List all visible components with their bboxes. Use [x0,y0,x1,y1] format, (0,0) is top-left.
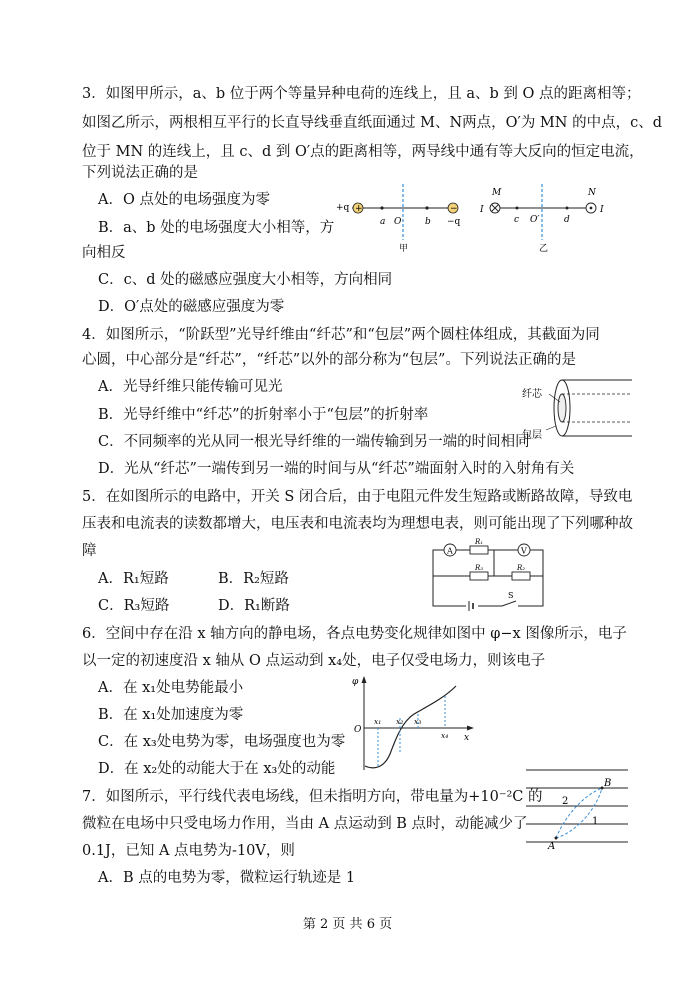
q4-option-c: C．不同频率的光从同一根光导纤维的一端传输到另一端的时间相同 [98,434,530,450]
q5-option-d: D．R₁断路 [218,598,290,614]
r3-label: R₃ [475,564,484,572]
r1-label: R₁ [475,538,484,546]
q6-line-2: 以一定的初速度沿 x 轴从 O 点运动到 x₄处，电子仅受电场力，则该电子 [82,653,546,669]
q3-option-a: A．O 点处的电场强度为零 [98,192,270,208]
origin-label: O [354,725,362,735]
x-axis-arrow-icon [467,726,474,731]
q7-line-2: 微粒在电场中只受电场力作用，当由 A 点运动到 B 点时，动能减少了 [82,816,528,832]
q3-line-4: 下列说法正确的是 [82,165,198,181]
resistor-r1 [470,546,488,554]
plus-sign-icon: + [355,204,363,214]
resistor-r2 [512,572,530,580]
q7-line-3: 0.1J，已知 A 点电势为-10V，则 [82,843,295,859]
point-M-label: M [492,188,502,198]
x3-label: x₃ [414,717,422,726]
q3-line-1: 3．如图甲所示，a、b 位于两个等量异种电荷的连线上，且 a、b 到 O 点的距离相等； [82,86,641,102]
q7-line-1: 7．如图所示，平行线代表电场线，但未指明方向，带电量为+10⁻²C 的 [82,789,543,805]
path-1-label: 1 [592,816,599,827]
caption-jia: 甲 [399,244,409,254]
phi-axis-label: φ [352,677,359,687]
path-2-label: 2 [562,796,569,807]
charge-minus-label: −q [447,217,461,227]
q5-line-1: 5．在如图所示的电路中，开关 S 闭合后，由于电阻元件发生短路或断路故障，导致电 [82,489,633,505]
q6-line-1: 6．空间中存在沿 x 轴方向的静电场，各点电势变化规律如图中 φ−x 图像所示，电子 [82,626,627,642]
figure-wires [480,182,610,252]
current-out-of-page-icon [590,207,593,210]
q3-option-b: B．a、b 处的电场强度大小相等，方 [98,220,335,236]
q6-option-a: A．在 x₁处电势能最小 [98,680,244,696]
q4-option-b: B．光导纤维中“纤芯”的折射率小于“包层”的折射率 [98,407,429,423]
point-d-label: d [564,215,570,225]
x4-label: x₄ [441,731,449,740]
point-A-label: A [548,841,556,852]
point-Oprime-label: O′ [530,215,540,225]
figure-charges [336,182,476,252]
point-O-label: O [394,217,402,227]
minus-sign-icon: − [450,204,458,214]
q4-line-2: 心圆，中心部分是“纤芯”，“纤芯”以外的部分称为“包层”。下列说法正确的是 [82,352,576,368]
y-axis-arrow-icon [362,676,367,683]
q5-line-3: 障 [82,543,97,559]
q3-option-c: C．c、d 处的磁感应强度大小相等，方向相同 [98,272,393,288]
q4-option-d: D．光从“纤芯”一端传到另一端的时间与从“纤芯”端面射入时的入射角有关 [98,461,575,477]
ammeter-label: A [447,546,453,556]
figure-circuit [432,538,552,610]
q6-option-d: D．在 x₂处的动能大于在 x₃处的动能 [98,761,336,777]
q3-line-3: 位于 MN 的连线上，且 c、d 到 O′点的距离相等，两导线中通有等大反向的恒定电流， [82,144,644,160]
point-b-label: b [425,217,431,227]
q6-option-b: B．在 x₁处加速度为零 [98,707,244,723]
switch-label: S [508,591,514,600]
q3-option-d: D．O′点处的磁感应强度为零 [98,299,285,315]
caption-yi: 乙 [539,244,549,254]
point-c-label: c [514,215,520,225]
page-footer: 第 2 页 共 6 页 [302,917,393,932]
q5-option-c: C．R₃短路 [98,598,170,614]
q5-line-2: 压表和电流表的读数都增大，电压表和电流表均为理想电表，则可能出现了下列哪种故 [82,516,633,532]
current-left-label: I [480,205,484,215]
r2-label: R₂ [517,564,526,572]
charge-plus-label: +q [336,203,350,213]
q6-option-c: C．在 x₃处电势为零，电场强度也为零 [98,734,346,750]
cladding-label: 包层 [522,430,542,441]
x-axis-label: x [464,733,470,743]
figure-field-lines [520,766,632,852]
point-a-label: a [380,217,386,227]
current-right-label: I [600,205,604,215]
x1-label: x₁ [374,717,382,726]
core-label: 纤芯 [522,389,542,400]
q4-option-a: A．光导纤维只能传输可见光 [98,379,283,395]
q3-option-b-cont: 向相反 [82,245,126,261]
q5-option-a: A．R₁短路 [98,571,169,587]
q7-option-a: A．B 点的电势为零，微粒运行轨迹是 1 [98,870,356,886]
q4-line-1: 4．如图所示，“阶跃型”光导纤维由“纤芯”和“包层”两个圆柱体组成，其截面为同 [82,327,600,343]
voltmeter-label: V [521,546,527,556]
point-B-label: B [604,778,612,789]
point-N-label: N [588,188,596,198]
figure-optical-fiber [516,374,636,444]
q3-line-2: 如图乙所示，两根相互平行的长直导线垂直纸面通过 M、N两点，O′为 MN 的中点，c、d [82,115,662,131]
resistor-r3 [470,572,488,580]
figure-phi-x-graph [352,674,477,774]
x2-label: x₂ [396,717,404,726]
q5-option-b: B．R₂短路 [218,571,289,587]
phi-curve [365,686,456,768]
